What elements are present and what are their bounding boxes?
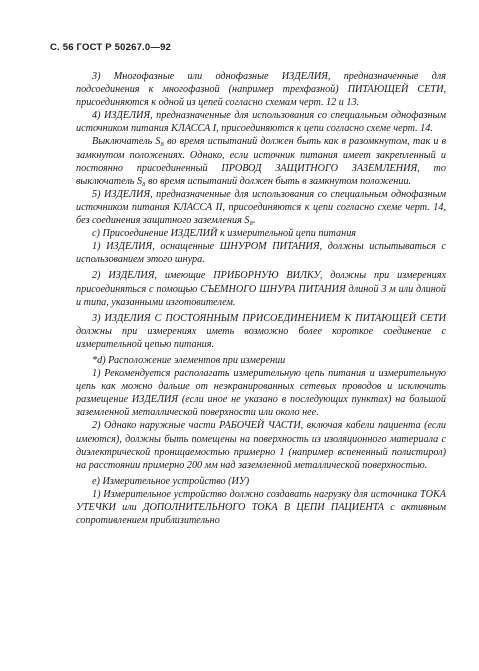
paragraph-p10: 1) Рекомендуется располагать измерительную цепь питания и измерительную цепь как можно дальше от неэкранированных сетевых проводов и исключить размещение ИЗДЕЛИЯ (если иное не указано в последующих пунктах) на большой заземленной металлической поверхности или около нее. xyxy=(76,368,446,419)
paragraph-p9: *d) Расположение элементов при измерении xyxy=(92,354,286,366)
paragraph-p5: c) Присоединение ИЗДЕЛИЙ к измерительной цепи питания xyxy=(92,228,357,240)
paragraph-p4: 5) ИЗДЕЛИЯ, предназначенные для использования со специальным однофазным источником питания КЛАССА II, присоединяются к цепи согласно схеме черт. 14, без соединения защитного заземления S₈. xyxy=(76,188,446,227)
paragraph-p13: 1) Измерительное устройство должно создавать нагрузку для источника ТОКА УТЕЧКИ или ДОПОЛНИТЕЛЬНОГО ТОКА В ЦЕПИ ПАЦИЕНТА с активным сопротивлением приблизительно xyxy=(76,488,446,527)
paragraph-p6: 1) ИЗДЕЛИЯ, оснащенные ШНУРОМ ПИТАНИЯ, должны испытываться с использованием этого шнура. xyxy=(76,241,446,266)
paragraph-p12: e) Измерительное устройство (ИУ) xyxy=(92,475,250,487)
paragraph-p2: 4) ИЗДЕЛИЯ, предназначенные для использования со специальным однофазным источником питания КЛАССА I, присоединяются к цепи согласно схеме черт. 14. xyxy=(76,110,446,135)
paragraph-p1: 3) Многофазные или однофазные ИЗДЕЛИЯ, предназначенные для подсоединения к многофазной (например трехфазной) ПИТАЮЩЕЙ СЕТИ, присоединяются к одной из цепей согласно схемам черт. 12 и 13. xyxy=(76,71,446,109)
document-body xyxy=(76,70,446,527)
paragraph-p8: 3) ИЗДЕЛИЯ С ПОСТОЯННЫМ ПРИСОЕДИНЕНИЕМ К ПИТАЮЩЕЙ СЕТИ должны при измерениях иметь возможно более короткое соединение с измерительной цепью питания. xyxy=(76,312,446,350)
paragraph-p11: 2) Однако наружные части РАБОЧЕЙ ЧАСТИ, включая кабели пациента (если имеются), должны быть помещены на поверхность из изоляционного материала с диэлектрической проницаемостью примерно 1 (например вспененный полистирол) на расстоянии примерно 200 мм над заземленной металлической поверхностью. xyxy=(76,420,446,471)
paragraph-p3: Выключатель S₈ во время испытаний должен быть как в разомкнутом, так и в замкнутом положениях. Однако, если источник питания имеет закрепленный и постоянно присоединенный ПРОВОД ЗАЩИТНОГО ЗАЗЕМЛЕНИЯ, то выключатель S₈ во время испытаний должен быть в замкнутом положении. xyxy=(76,136,446,187)
paragraph-p7: 2) ИЗДЕЛИЯ, имеющие ПРИБОРНУЮ ВИЛКУ, должны при измерениях присоединяться с помощью СЪЕМНОГО ШНУРА ПИТАНИЯ длиной 3 м или длиной и типа, указанными изготовителем. xyxy=(76,270,446,308)
page-header: С. 56 ГОСТ Р 50267.0—92 xyxy=(50,42,172,53)
